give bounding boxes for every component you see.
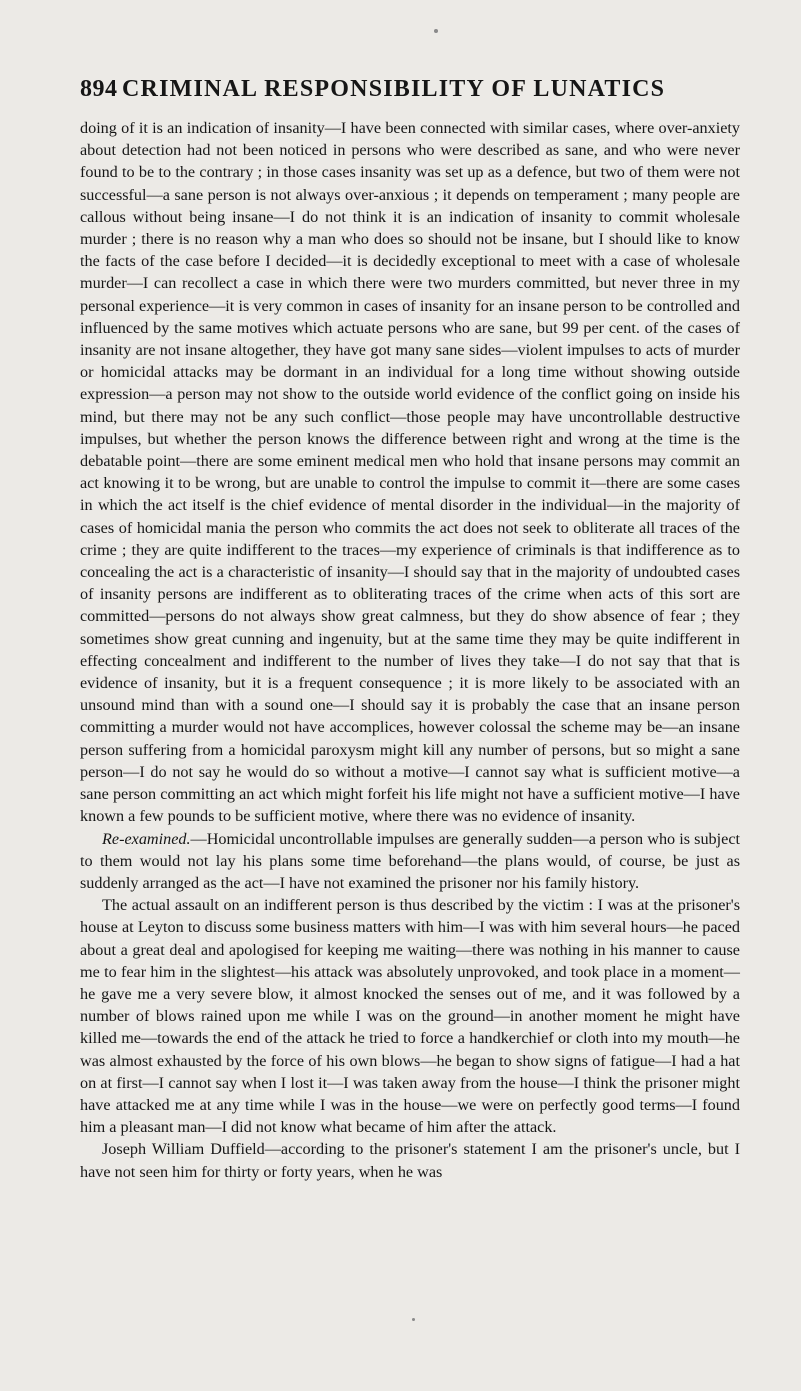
body-text <box>80 117 740 1183</box>
paragraph-re-examined <box>80 828 740 895</box>
scan-speck <box>434 29 438 33</box>
running-head: CRIMINAL RESPONSIBILITY OF LUNATICS <box>122 76 666 102</box>
page-header <box>80 76 740 112</box>
re-examined-text: —Homicidal uncontrollable impulses are generally sudden—a person who is subject to them would not lay his plans some time beforehand—the plans would, of course, be just as suddenly arranged as the act—I have not examined the prisoner nor his family history. <box>80 829 740 892</box>
paragraph-victim-statement: The actual assault on an indifferent person is thus described by the victim : I was at the prisoner's house at Leyton to discuss some business matters with him—I was with him several hours—he paced about a great deal and apologised for keeping me waiting—there was nothing in his manner to cause me to fear him in the slightest—his attack was absolutely unprovoked, and took place in a moment—he gave me a very severe blow, it almost knocked the senses out of me, and it was followed by a number of blows rained upon me while I was on the ground—in another moment he might have killed me—towards the end of the attack he tried to force a handkerchief or cloth into my mouth—he was almost exhausted by the force of his own blows—he began to show signs of fatigue—I had a hat on at first—I cannot say when I lost it—I was taken away from the house—I think the prisoner might have attacked me at any time while I was in the house—we were on perfectly good terms—I found him a pleasant man—I did not know what became of him after the attack. <box>80 896 740 1137</box>
paragraph-duffield: Joseph William Duffield—according to the prisoner's statement I am the prisoner's uncle, but I have not seen him for thirty or forty years, when he was <box>80 1140 740 1181</box>
scan-speck <box>412 1318 415 1321</box>
page-number: 894 <box>80 76 118 102</box>
re-examined-label: Re-examined. <box>102 829 191 848</box>
paragraph-expert-testimony: doing of it is an indication of insanity—I have been connected with similar cases, where over-anxiety about detection had not been noticed in persons who were described as sane, and who were never found to be to the contrary ; in those cases insanity was set up as a defence, but two of them were not successful—a sane person is not always over-anxious ; it depends on temperament ; many people are callous without being insane—I do not think it is an indication of insanity to commit wholesale murder ; there is no reason why a man who does so should not be insane, but I should like to know the facts of the case before I decided—it is decidedly exceptional to meet with a case of wholesale murder—I can recollect a case in which there were two murders committed, but never three in my personal experience—it is very common in cases of insanity for an insane person to be controlled and influenced by the same motives which actuate persons who are sane, but 99 per cent. of the cases of insanity are not insane altogether, they have got many sane sides—violent impulses to acts of murder or homicidal attacks may be dormant in an individual for a long time without showing outside expression—a person may not show to the outside world evidence of the conflict going on inside his mind, but there may not be any such conflict—those people may have uncontrollable destructive impulses, but whether the person knows the difference between right and wrong at the time is the debatable point—there are some eminent medical men who hold that insane persons may commit an act knowing it to be wrong, but are unable to control the impulse to commit it—there are some cases in which the act itself is the chief evidence of mental disorder in the individual—in the majority of cases of homicidal mania the person who commits the act does not seek to obliterate all traces of the crime ; they are quite indifferent to the traces—my experience of criminals is that indifference as to concealing the act is a characteristic of insanity—I should say that in the majority of undoubted cases of insanity persons are indifferent as to obliterating traces of the crime when acts of this sort are committed—persons do not always show great calmness, but they do show absence of fear ; they sometimes show great cunning and ingenuity, but at the same time they may be quite indifferent in effecting concealment and indifferent to the number of lives they take—I do not say that that is evidence of insanity, but it is a frequent consequence ; it is more likely to be associated with an unsound mind than with a sound one—I should say it is probably the case that an insane person committing a murder would not have accomplices, however colossal the scheme may be—an insane person suffering from a homicidal paroxysm might kill any number of persons, but so might a sane person—I do not say he would do so without a motive—I cannot say what is sufficient motive—a sane person committing an act which might forfeit his life might not have a sufficient motive—I have known a few pounds to be sufficient motive, where there was no evidence of insanity. <box>80 119 740 826</box>
